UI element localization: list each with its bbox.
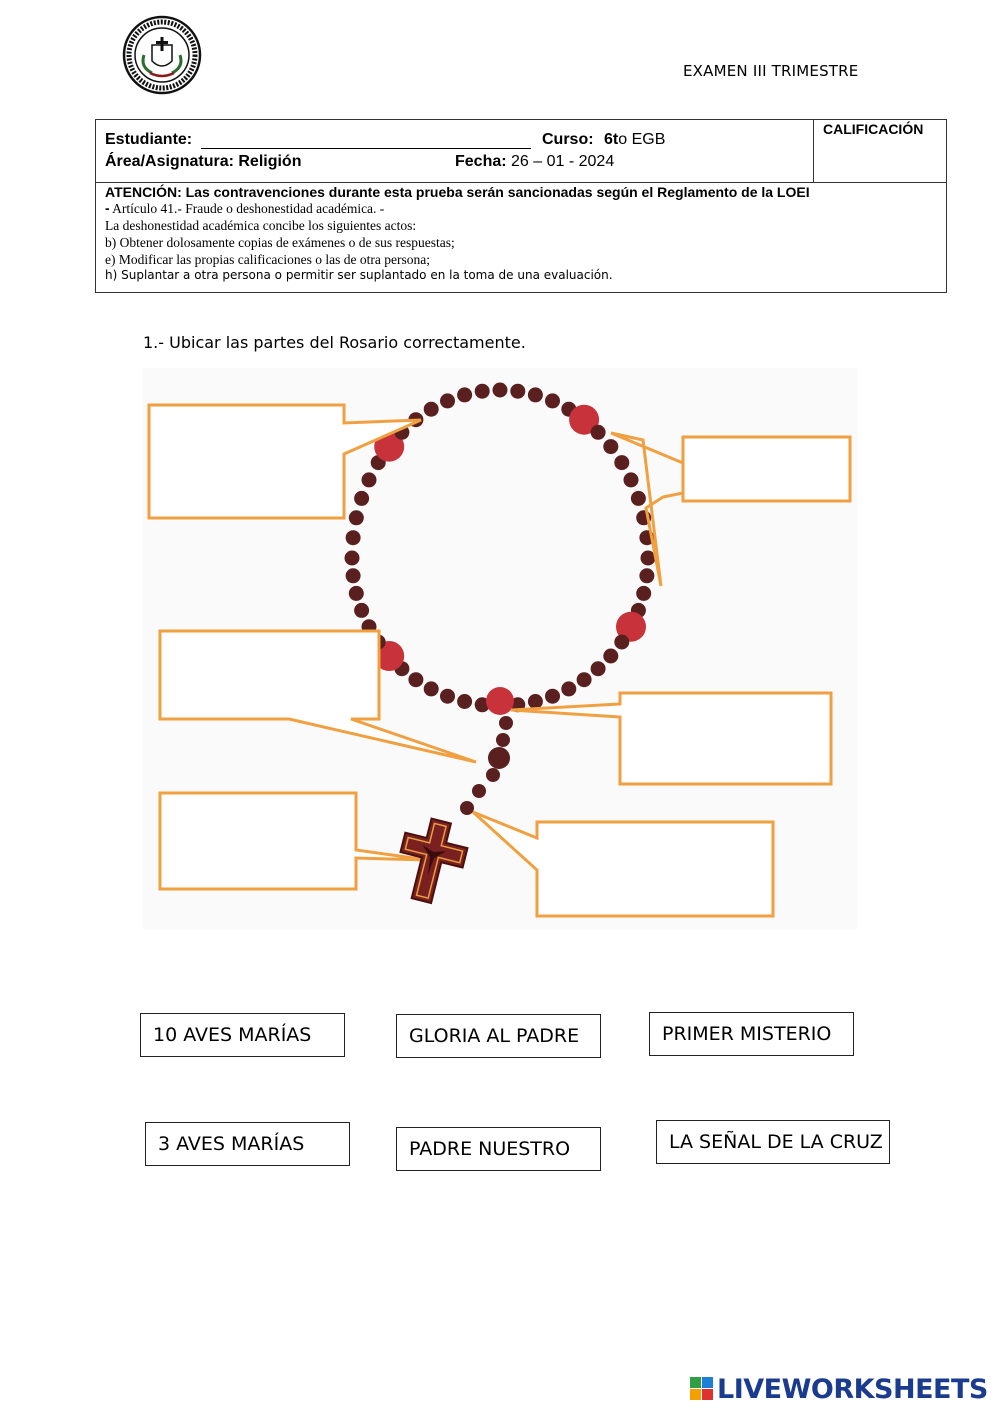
small-bead bbox=[346, 568, 361, 583]
option-label: 3 AVES MARÍAS bbox=[158, 1133, 305, 1155]
option-label: GLORIA AL PADRE bbox=[409, 1025, 580, 1047]
grade-cell bbox=[813, 120, 946, 182]
date-value: 26 – 01 - 2024 bbox=[511, 153, 615, 170]
small-bead bbox=[345, 551, 360, 566]
small-bead bbox=[510, 384, 525, 399]
small-bead bbox=[591, 661, 606, 676]
student-blank-line[interactable] bbox=[201, 148, 531, 149]
rules-section bbox=[105, 184, 940, 282]
option-primer-misterio[interactable] bbox=[649, 1012, 854, 1056]
rosary-diagram bbox=[143, 368, 857, 930]
student-label: Estudiante: bbox=[105, 131, 193, 148]
small-bead bbox=[528, 694, 543, 709]
attention-text: ATENCIÓN: Las contravenciones durante esta prueba serán sancionadas según el Reglamento de la LOEI bbox=[105, 184, 810, 200]
option-gloria-al-padre[interactable] bbox=[396, 1014, 601, 1058]
small-bead bbox=[577, 672, 592, 687]
exam-title: EXAMEN III TRIMESTRE bbox=[683, 62, 859, 80]
small-bead bbox=[528, 387, 543, 402]
option-senal-de-la-cruz[interactable] bbox=[656, 1120, 890, 1164]
small-bead bbox=[545, 393, 560, 408]
option-label: PRIMER MISTERIO bbox=[662, 1023, 832, 1045]
small-bead bbox=[408, 672, 423, 687]
small-bead bbox=[457, 387, 472, 402]
pendant-bead bbox=[488, 747, 510, 769]
small-bead bbox=[603, 439, 618, 454]
small-bead bbox=[636, 586, 651, 601]
small-bead bbox=[631, 491, 646, 506]
grade-label: CALIFICACIÓN bbox=[823, 121, 924, 137]
brand-name: LIVEWORKSHEETS bbox=[717, 1373, 988, 1405]
student-info-table bbox=[95, 119, 947, 293]
small-bead bbox=[424, 402, 439, 417]
course-field bbox=[542, 131, 665, 149]
small-bead bbox=[603, 649, 618, 664]
small-bead bbox=[614, 635, 629, 650]
centerpiece-bead bbox=[486, 687, 514, 715]
date-label: Fecha: bbox=[455, 153, 507, 170]
pendant-bead bbox=[499, 716, 513, 730]
course-label: Curso: bbox=[542, 131, 594, 148]
small-bead bbox=[639, 568, 654, 583]
pendant-bead bbox=[486, 768, 500, 782]
small-bead bbox=[561, 681, 576, 696]
small-bead bbox=[440, 689, 455, 704]
option-3-aves-marias[interactable] bbox=[145, 1122, 350, 1166]
small-bead bbox=[354, 603, 369, 618]
rule-e: e) Modificar las propias calificaciones o las de otra persona; bbox=[105, 252, 430, 267]
small-bead bbox=[624, 472, 639, 487]
course-value: o EGB bbox=[618, 131, 666, 148]
rules-intro: La deshonestidad académica concibe los siguientes actos: bbox=[105, 218, 417, 233]
drop-box-top-right-box[interactable] bbox=[683, 437, 850, 501]
liveworksheets-logo-icon bbox=[690, 1377, 714, 1401]
small-bead bbox=[362, 472, 377, 487]
small-bead bbox=[354, 491, 369, 506]
small-bead bbox=[545, 689, 560, 704]
small-bead bbox=[475, 384, 490, 399]
rule-h: h) Suplantar a otra persona o permitir ser suplantado en la toma de una evaluación. bbox=[105, 268, 613, 282]
small-bead bbox=[493, 383, 508, 398]
liveworksheets-logo bbox=[690, 1374, 988, 1404]
rosary-svg bbox=[143, 368, 857, 930]
small-bead bbox=[346, 530, 361, 545]
small-bead bbox=[614, 455, 629, 470]
rule-b: b) Obtener dolosamente copias de exámenes o de sus respuestas; bbox=[105, 235, 455, 250]
pendant-bead bbox=[496, 733, 510, 747]
area-label: Área/Asignatura: Religión bbox=[105, 153, 302, 170]
option-label: 10 AVES MARÍAS bbox=[153, 1024, 312, 1046]
small-bead bbox=[349, 586, 364, 601]
option-label: PADRE NUESTRO bbox=[409, 1138, 571, 1160]
article-line bbox=[105, 200, 940, 217]
small-bead bbox=[349, 510, 364, 525]
small-bead bbox=[591, 425, 606, 440]
date-field bbox=[455, 153, 614, 171]
question-text: 1.- Ubicar las partes del Rosario correctamente. bbox=[143, 333, 526, 352]
article-text: Artículo 41.- Fraude o deshonestidad académica. - bbox=[112, 201, 385, 216]
option-10-aves-marias[interactable] bbox=[140, 1013, 345, 1057]
small-bead bbox=[424, 681, 439, 696]
pendant-bead bbox=[472, 784, 486, 798]
pendant-bead bbox=[460, 801, 474, 815]
student-info-row bbox=[96, 120, 946, 183]
course-bold: 6t bbox=[604, 131, 619, 148]
article-dash: - bbox=[105, 201, 110, 216]
option-padre-nuestro[interactable] bbox=[396, 1127, 601, 1171]
school-seal-icon bbox=[122, 15, 202, 95]
small-bead bbox=[440, 393, 455, 408]
student-field[interactable] bbox=[105, 131, 192, 149]
option-label: LA SEÑAL DE LA CRUZ bbox=[669, 1131, 883, 1153]
small-bead bbox=[457, 694, 472, 709]
